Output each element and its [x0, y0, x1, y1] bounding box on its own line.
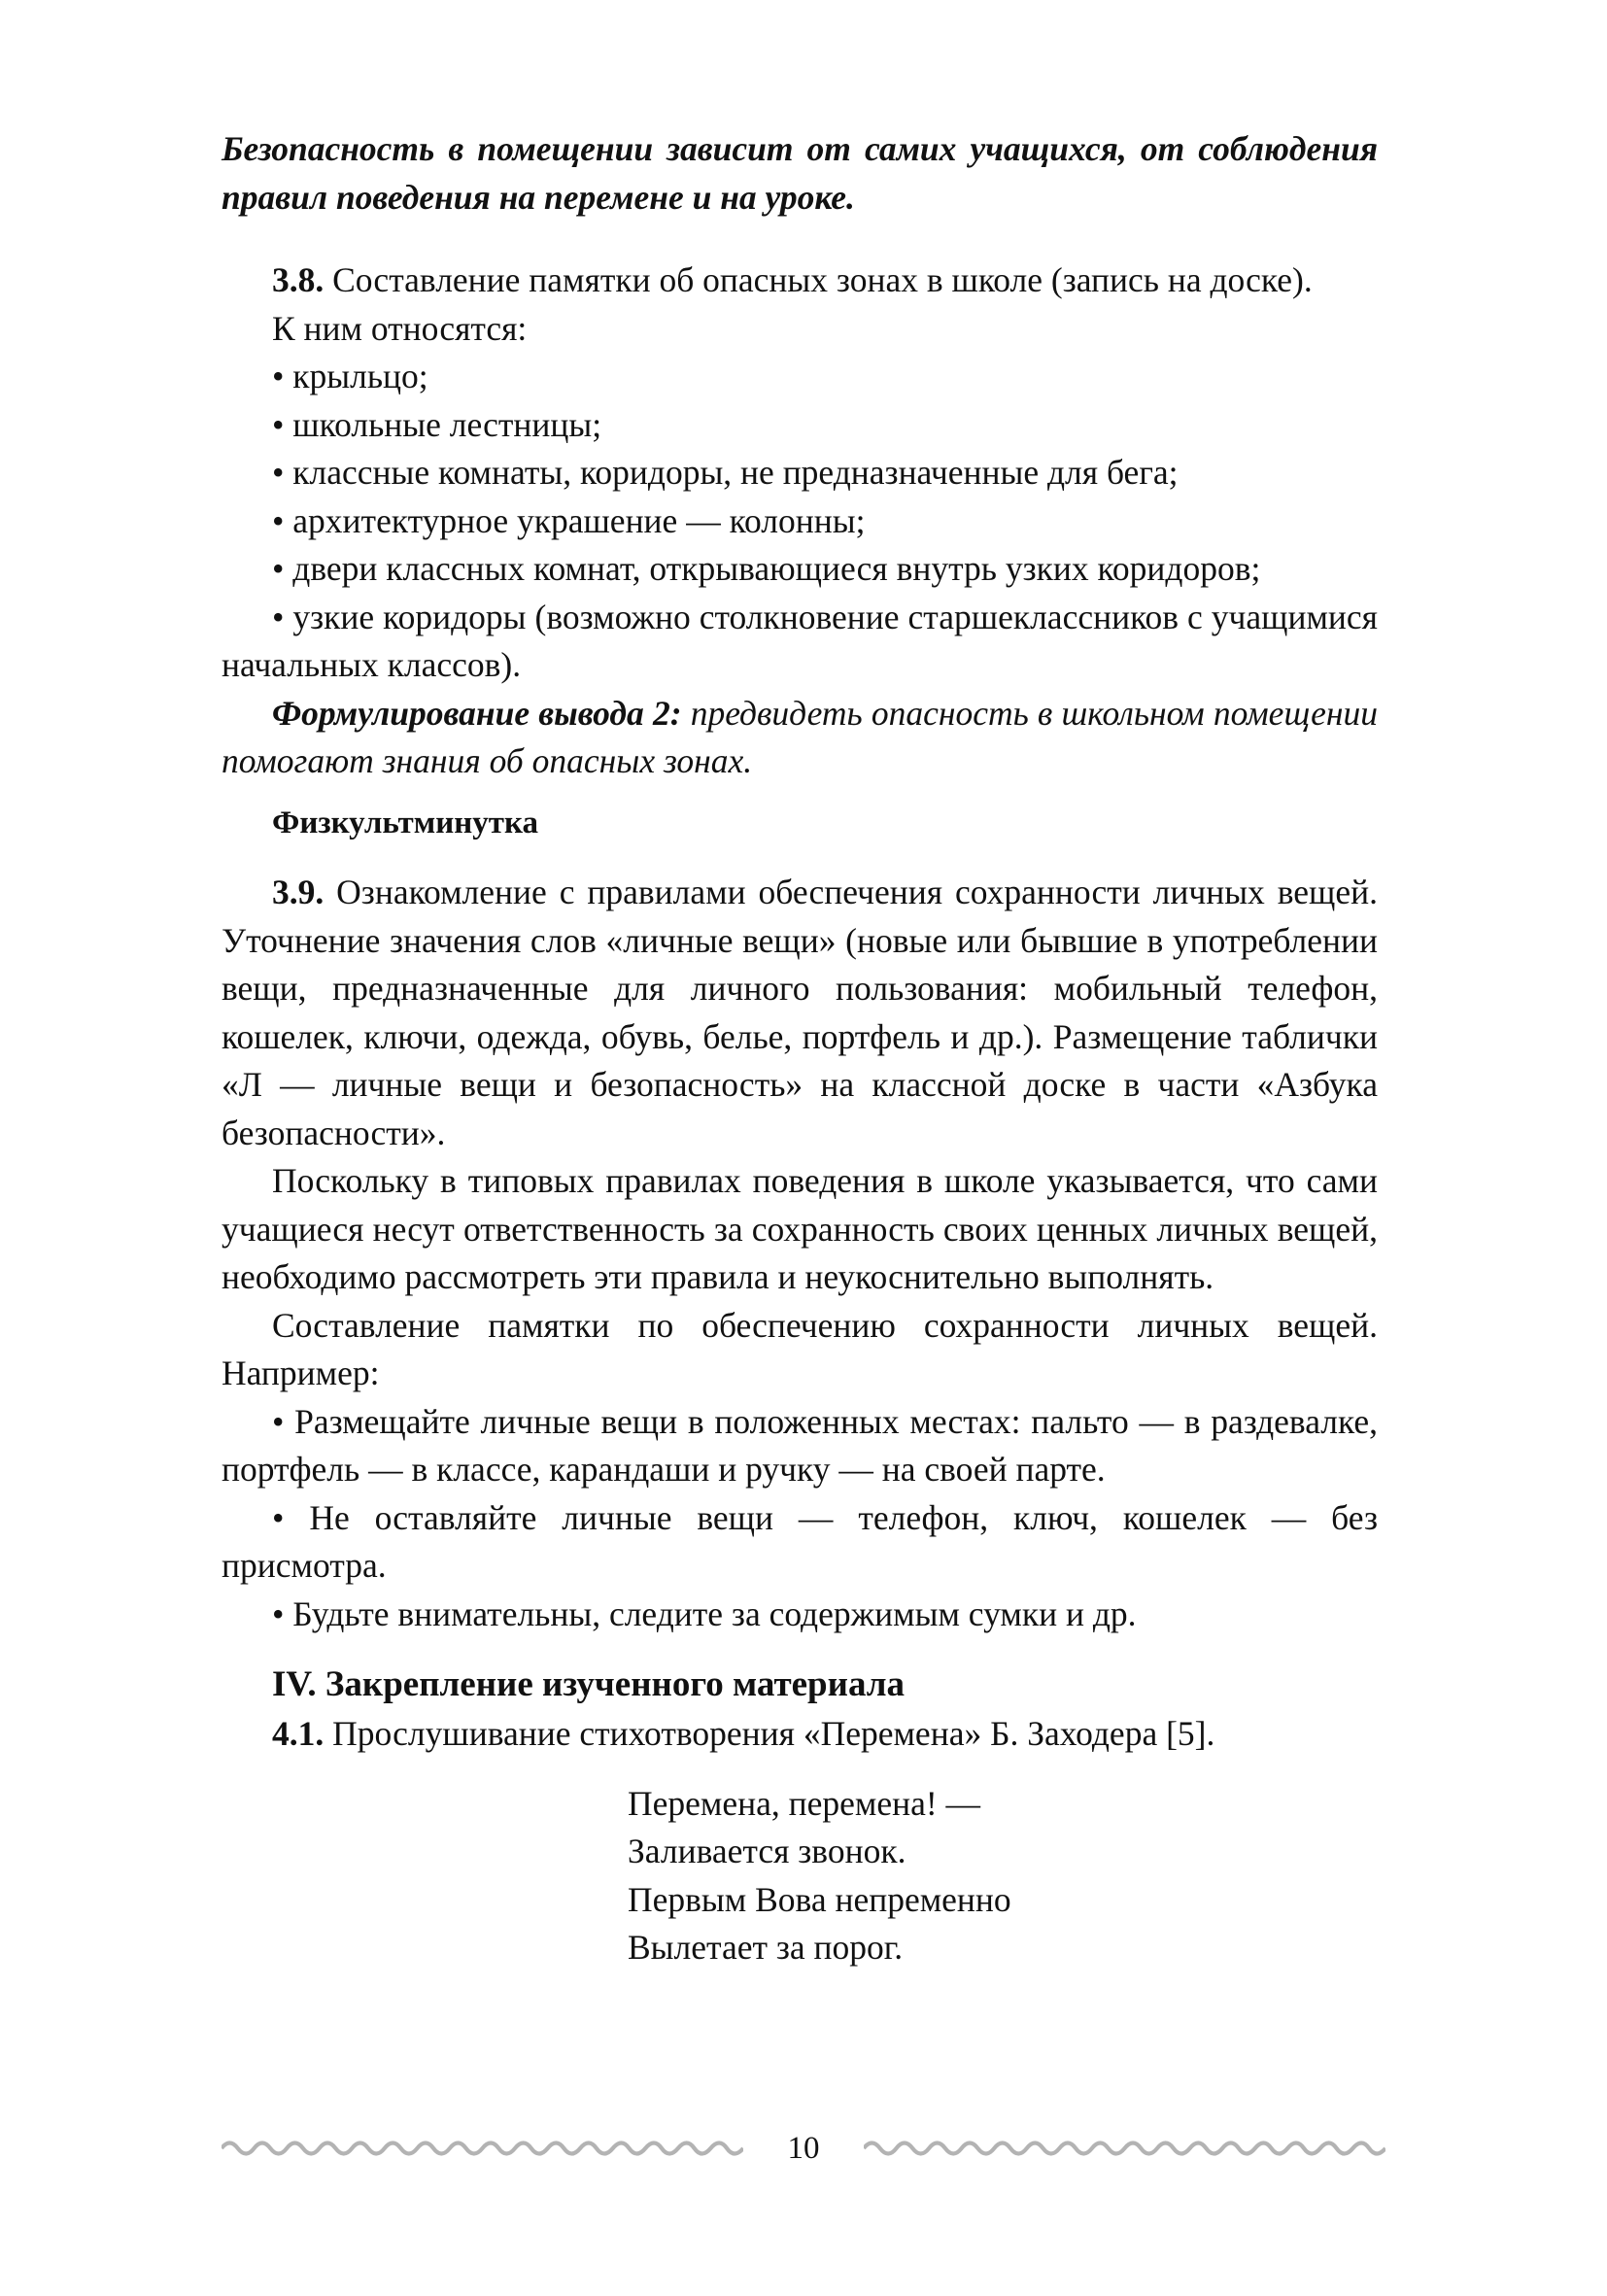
- list-item: • Не оставляйте личные вещи — телефон, ключ, кошелек — без присмотра.: [222, 1497, 1378, 1585]
- wavy-rule-right-icon: [864, 2137, 1385, 2160]
- conclusion-2-text: предвидеть опасность в школьном помещении помогают знания об опасных зонах.: [222, 693, 1378, 780]
- poem-block: [222, 1780, 1378, 1972]
- spacer: [222, 1638, 1378, 1660]
- section-3-9-text: Ознакомление с правилами обеспечения сохранности личных вещей. Уточнение значения слов «личные вещи» (новые или бывшие в употреблении вещи, предназначенные для личного пользования: мобильный телефон, кошелек, ключи, одежда, обувь, белье, портфель и др.). Размещение таблички «Л — личные вещи и безопасность» на классной доске в части «Азбука безопасности».: [222, 873, 1378, 1152]
- physical-break-label: Физкультминутка: [272, 805, 538, 840]
- wavy-rule-left-icon: [222, 2137, 743, 2160]
- page-number: 10: [787, 2130, 820, 2166]
- list-item: • узкие коридоры (возможно столкновение старшеклассников с учащимися начальных классов).: [222, 597, 1378, 684]
- section-3-9-number: 3.9.: [272, 873, 325, 911]
- poem-line: Перемена, перемена! —: [628, 1783, 981, 1823]
- epigraph-text: Безопасность в помещении зависит от самих учащихся, от соблюдения правил поведения на перемене и на уроке.: [222, 129, 1378, 217]
- list-item: • Будьте внимательны, следите за содержимым сумки и др.: [272, 1593, 1137, 1633]
- spacer: [222, 847, 1378, 869]
- list-item: • двери классных комнат, открывающиеся внутрь узких коридоров;: [272, 549, 1261, 588]
- section-3-8-paragraph: [222, 257, 1378, 305]
- list-item: • Размещайте личные вещи в положенных местах: пальто — в раздевалке, портфель — в классе, карандаши и ручку — на своей парте.: [222, 1401, 1378, 1489]
- conclusion-2: [222, 690, 1378, 786]
- section-3-9-paragraph-2: Поскольку в типовых правилах поведения в школе указывается, что сами учащиеся несут ответственность за сохранность своих ценных личных вещей, необходимо рассмотреть эти правила и неукоснительно выполнять.: [222, 1161, 1378, 1296]
- poem-line: Заливается звонок.: [628, 1832, 906, 1870]
- section-3-8-number: 3.8.: [272, 260, 325, 299]
- poem-line: Вылетает за порог.: [628, 1928, 904, 1967]
- list-item: • классные комнаты, коридоры, не предназначенные для бега;: [272, 453, 1179, 492]
- page-footer: [222, 2123, 1385, 2174]
- spacer: [222, 786, 1378, 800]
- list-item: • крыльцо;: [272, 357, 428, 395]
- list-item: • архитектурное украшение — колонны;: [272, 500, 866, 540]
- section-4-1-text: Прослушивание стихотворения «Перемена» Б. Заходера [5].: [324, 1714, 1215, 1753]
- section-3-8-text: Составление памятки об опасных зонах в школе (запись на доске).: [324, 260, 1313, 299]
- section-4-1-paragraph: [222, 1710, 1378, 1759]
- section-3-8-leadin: К ним относятся:: [272, 308, 528, 348]
- section-3-9-paragraph: [222, 869, 1378, 1157]
- section-3-9-paragraph-3: Составление памятки по обеспечению сохранности личных вещей. Например:: [222, 1305, 1378, 1392]
- list-item: • школьные лестницы;: [272, 404, 602, 444]
- page-content: [222, 124, 1378, 1972]
- section-4-heading: IV. Закрепление изученного материала: [272, 1664, 906, 1704]
- spacer: [222, 1759, 1378, 1780]
- section-4-1-number: 4.1.: [272, 1714, 325, 1753]
- conclusion-2-lead: Формулирование вывода 2:: [272, 693, 682, 733]
- poem-line: Первым Вова непременно: [628, 1879, 1011, 1919]
